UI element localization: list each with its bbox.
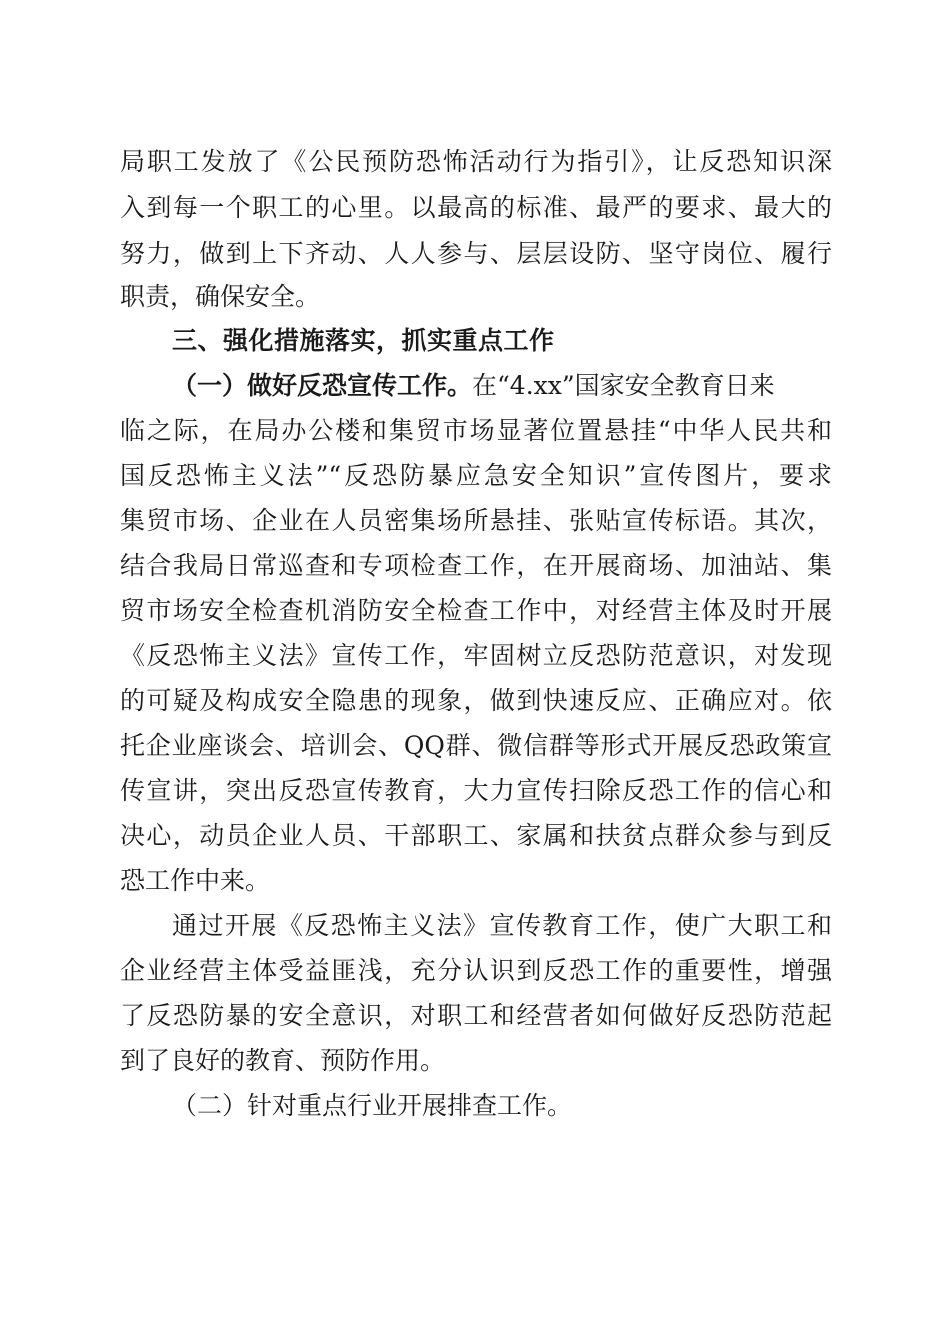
paragraph-line: 决心，动员企业人员、干部职工、家属和扶贫点群众参与到反 bbox=[120, 821, 832, 850]
subsection-first-line bbox=[172, 366, 832, 406]
section-heading: 三、强化措施落实，抓实重点工作 bbox=[172, 326, 555, 355]
paragraph-line: 了反恐防暴的安全意识，对职工和经营者如何做好反恐防范起 bbox=[120, 1001, 832, 1030]
paragraph-line: 集贸市场、企业在人员密集场所悬挂、张贴宣传标语。其次， bbox=[120, 506, 832, 535]
paragraph-line: 传宣讲，突出反恐宣传教育，大力宣传扫除反恐工作的信心和 bbox=[120, 776, 832, 805]
paragraph-line: 国反恐怖主义法”“反恐防暴应急安全知识”宣传图片，要求 bbox=[120, 461, 832, 490]
paragraph-line: 托企业座谈会、培训会、QQ群、微信群等形式开展反恐政策宣 bbox=[120, 731, 832, 760]
paragraph-line: 入到每一个职工的心里。以最高的标准、最严的要求、最大的 bbox=[120, 193, 832, 222]
paragraph-line: 临之际，在局办公楼和集贸市场显著位置悬挂“中华人民共和 bbox=[120, 416, 832, 445]
paragraph-line: 企业经营主体受益匪浅，充分认识到反恐工作的重要性，增强 bbox=[120, 956, 832, 985]
paragraph-line: 局职工发放了《公民预防恐怖活动行为指引》，让反恐知识深 bbox=[120, 147, 832, 176]
paragraph-line: 《反恐怖主义法》宣传工作，牢固树立反恐防范意识，对发现 bbox=[120, 641, 832, 670]
subsection-title: （二）针对重点行业开展排查工作。 bbox=[172, 1091, 573, 1120]
paragraph-line: 职责，确保安全。 bbox=[120, 282, 321, 311]
paragraph-line: 结合我局日常巡查和专项检查工作，在开展商场、加油站、集 bbox=[120, 551, 832, 580]
paragraph-line: 努力，做到上下齐动、人人参与、层层设防、坚守岗位、履行 bbox=[120, 239, 832, 268]
paragraph-line: 到了良好的教育、预防作用。 bbox=[120, 1046, 446, 1075]
subsection-first-line-text: 在“4.xx”国家安全教育日来 bbox=[472, 371, 775, 400]
paragraph-line: 恐工作中来。 bbox=[120, 866, 271, 895]
paragraph-first-line: 通过开展《反恐怖主义法》宣传教育工作，使广大职工和 bbox=[172, 911, 832, 940]
subsection-title: （一）做好反恐宣传工作。 bbox=[172, 371, 473, 400]
paragraph-line: 贸市场安全检查机消防安全检查工作中，对经营主体及时开展 bbox=[120, 596, 832, 625]
paragraph-line: 的可疑及构成安全隐患的现象，做到快速反应、正确应对。依 bbox=[120, 686, 832, 715]
